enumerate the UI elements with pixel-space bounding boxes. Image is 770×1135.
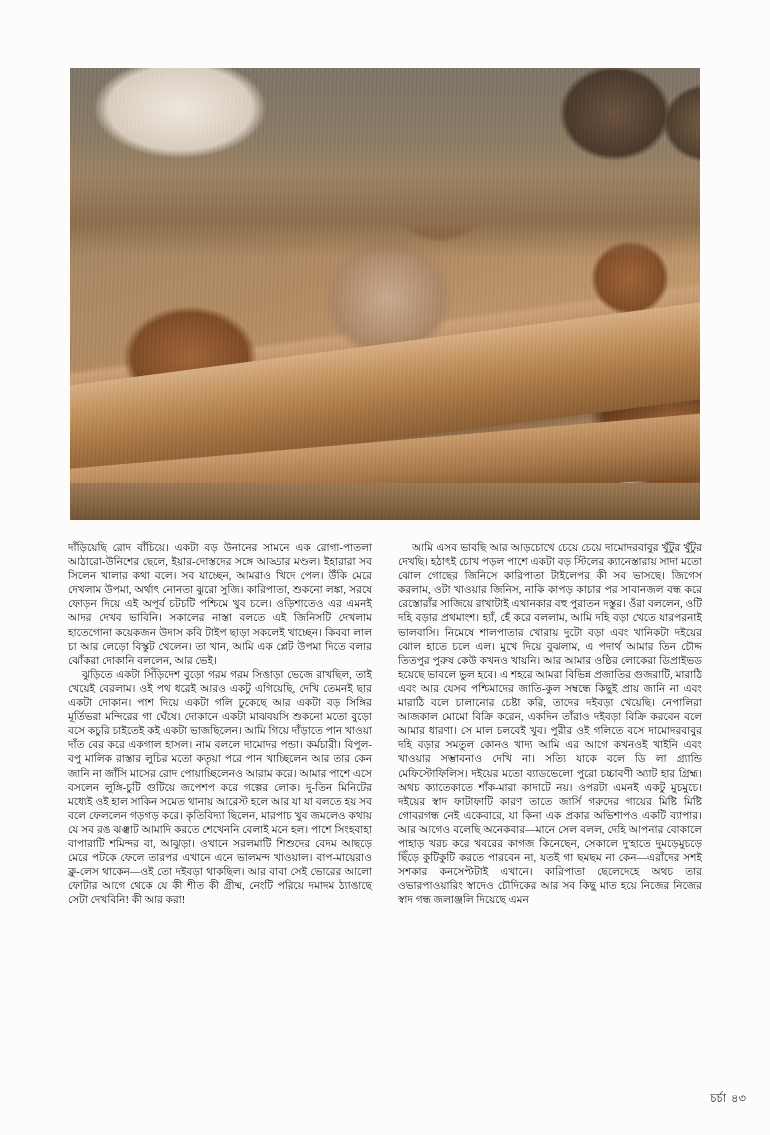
text-column-left [68,542,372,1077]
folio-number: ৪৩ [731,1093,746,1105]
folio-label: চর্চা [710,1093,727,1105]
article-photograph [70,68,700,520]
article-body [68,542,702,1077]
photo-scene [70,68,700,520]
paragraph: আমি এসব ভাবছি আর আড়চোখে চেয়ে চেয়ে দামোদরবাবুর খুঁটুর খুঁটুর দেখছি। হঠাৎই চোখ পড়ল পাশে একটা বড় স্টিলের ক্যানেস্তারায় সাদা মতো ঝোল গোছের জিনিসে কারিপাতা টাইলেপর কী সব ভাসছে। জিগেস করলাম, ওটা খাওয়ার জিনিস, নাকি কাপড় কাচার পর সাবানজল বন্ধ করে রেস্তোরাঁর সাজিয়ে রাখাটাই এখানকার বহু পুরাতন দস্তুর। ওঁরা বললেন, ওটি দহি বড়ার প্রথমাংশ। হ্যাঁ, হেঁ করে বললাম, আমি দহি বড়া খেতে যারপরনাই ভালবাসি। নিমেষে শালপাতার খোরায় দুটো বড়া এবং খানিকটা দইয়ের ঝোল হাতে চলে এল। মুখে দিয়ে বুঝলাম, এ পদার্থ আমার তিন চৌদ্দ তিতপুর পুরুষ কেউ কখনও খায়নি। আর আমার ওষ্ঠির লোকেরা ডিপ্রাইভড হয়েছে ভাবলে ভুল হবে। এ শহরে আমরা বিভিন্ন প্রজাতির গুজরাটি, মারাঠি এবং আর যেসব পশ্চিমাদের জাতি-কুল সম্বন্ধে কিছুই প্রায় জানি না এবং মারাঠি বলে চালানোর চেষ্টা করি, তাদের দইবড়া খেয়েছি। নেপালিরা আজকাল মোমো বিক্রি করেন, একদিন তাঁরাও দইবড়া বিক্রি করবেন বলে আমার ধারণা। সে মাল চলবেই খুব। পুরীর ওই গলিতে বসে দামোদরবাবুর দহি বড়ার সমতুল কোনও খাদ্য আমি এর আগে কখনওই খাইনি এবং খাওয়ার সম্ভাবনাও দেখি না। সত্যি যাকে বলে ডি লা গ্র্যান্ডি মেফিস্টোফিলিস। দইয়ের মতো ব্যাডভেলো পুরো চচ্চাবণী অ্যাট হার গ্রিহ্ম। অথচ ক্যাতেকাতে শাঁক-মারা কাদাটে নয়। ওপরটা এমনই একটু মুচমুচে। দইয়ের স্বাদ ফাটাফাটি কারণ তাতে জার্সি গরুদের গায়ের মিষ্টি মিষ্টি গোবরগন্ধ নেই একেবারে, যা কিনা এক প্রকার অভিশাপও একটি ব্যাপার। আর আগেও বলেছি অনেকবার—মানে সেল বলল, দেহি আপনার বোকালে পাহাড় খরচ করে খবরের কাগজ কিনেছেন, সেকালে দু'হাতে দুমড়েমুচড়ে ছিঁড়ে কুটিকুটি করতে পারবেন না, যতই গা ছমছম না কেন—এরাঁদের সশই সশকার কনসেপ্টটাই এখানে। কারিপাতা ছেলেদেহে অথচ তার ওভারপাওয়ারিং স্বাদেও চৌদিকের আর সব কিছু মাত হয়ে নিজের নিজের স্বাদ গন্ধ জলাঞ্জলি দিয়েছে এমন [398,543,702,907]
paragraph: ঝুড়িতে একটা সিঁড়িদেশ বুড়ো গরম গরম সিঙাড়া ভেজে রাখছিল, তাই খেয়েই বেরলাম। ওই পথ ধরেই আরও একটু এগিয়েছি, দেখি তেমনই ছার একটা দোকান। পাশ দিয়ে একটা গলি ঢুকেছে আর একটা বড় সিঙ্গির মূর্তিভরা মন্দিরের গা ঘেঁষে। দোকানে একটা মাঝবয়সি শুকনো মতো বুড়ো বসে কচুরি চাইতেই কই একটা ভাজছিলেন। আমি গিয়ে দাঁড়াতে পান খাওয়া দাঁত বের করে একগাল হাসল। নাম বললে দামোদর পন্ডা। কর্মচারী। বিপুল-বপু মালিক রাস্তার লুচির মতো কতৃয়া পরে পান খাচ্ছিলেন আর তার কেন জানি না জাঁসি মাসের রোদ পোয়াচ্ছিলেনও আরাম করে। আমার পাশে এসে বসলেন লুঙ্গি-চুটি গুটিয়ে জপেশপ করে গল্পের লোক। দু-তিন মিনিটের মধ্যেই ওই হাল সাকিন সমেত থানায় আরেস্ট হলে আর যা যা বলতে হয় সব বলে ফেললেন গড়গড় করে। কৃতিবিদ্যা ছিলেন, মারপাচ খুব জমলেও কথায় যে সব রঙ ঝঞ্ঝাট আমাদি করতে শেখেননি বেলাই মনে হল। পাশে সিংহবাহা বাপারাটি শমিন্দর বা, আঝুড়া। ওখানে সরলমাটি শিশুদের বেদম আছড়ে মেরে পটকে ফেলে তারপর এখানে এনে ভালমন্দ খাওয়াল। বাপ-মায়েরাও ক্লু-লেস থাকেন—ওই তো দইবড়া থাকছিল। আর বাবা সেই ভোরের আলো ফোটার আগে থেকে যে কী শীত কী গ্রীষ্ম, নেংটি পরিয়ে দমাদম ঠ্যাঙাছে সেটা দেখবিনি! কী আর করা! [68,669,372,907]
paragraph: দাঁড়িয়েছি রোদ বাঁচিয়ে। একটা বড় উনানের সামনে এক রোগা-পাতলা আঠারো-উনিশের ছেলে, ইয়ার-দোস্তদের সঙ্গে আড্ডার মণ্ডল। ইহারারা সব সিলেন খালার কথা বলে। সব যাচ্ছেন, আমরাও খিদে পেল। উঁকি মেরে দেখলাম উপমা, অর্থাৎ নোনতা ঝুরো সুজি। কারিপাতা, শুকনো লঙ্কা, সরষে ফোড়ন দিয়ে এই অপূর্ব চটচটি পশ্চিমে খুব চলে। ওড়িশাতেও এর এমনই আদর দেখব ভাবিনি। সকালের নাস্তা বলতে এই জিনিসটি দেখলাম হাতেগোনা কয়েকজন উদাস কবি টাইপ ছাড়া সকলেই খাচ্ছেন। কিববা লাল চা আর লেড়ো বিস্কুট খেলেন। তা খান, আমি এক প্লেট উপমা দিতে বলার ঝোঁকরা দোকানি বললেন, আর ভেই। [68,543,372,667]
text-column-right [398,542,702,1077]
photo-grain [70,68,700,520]
page-folio [710,1090,746,1109]
